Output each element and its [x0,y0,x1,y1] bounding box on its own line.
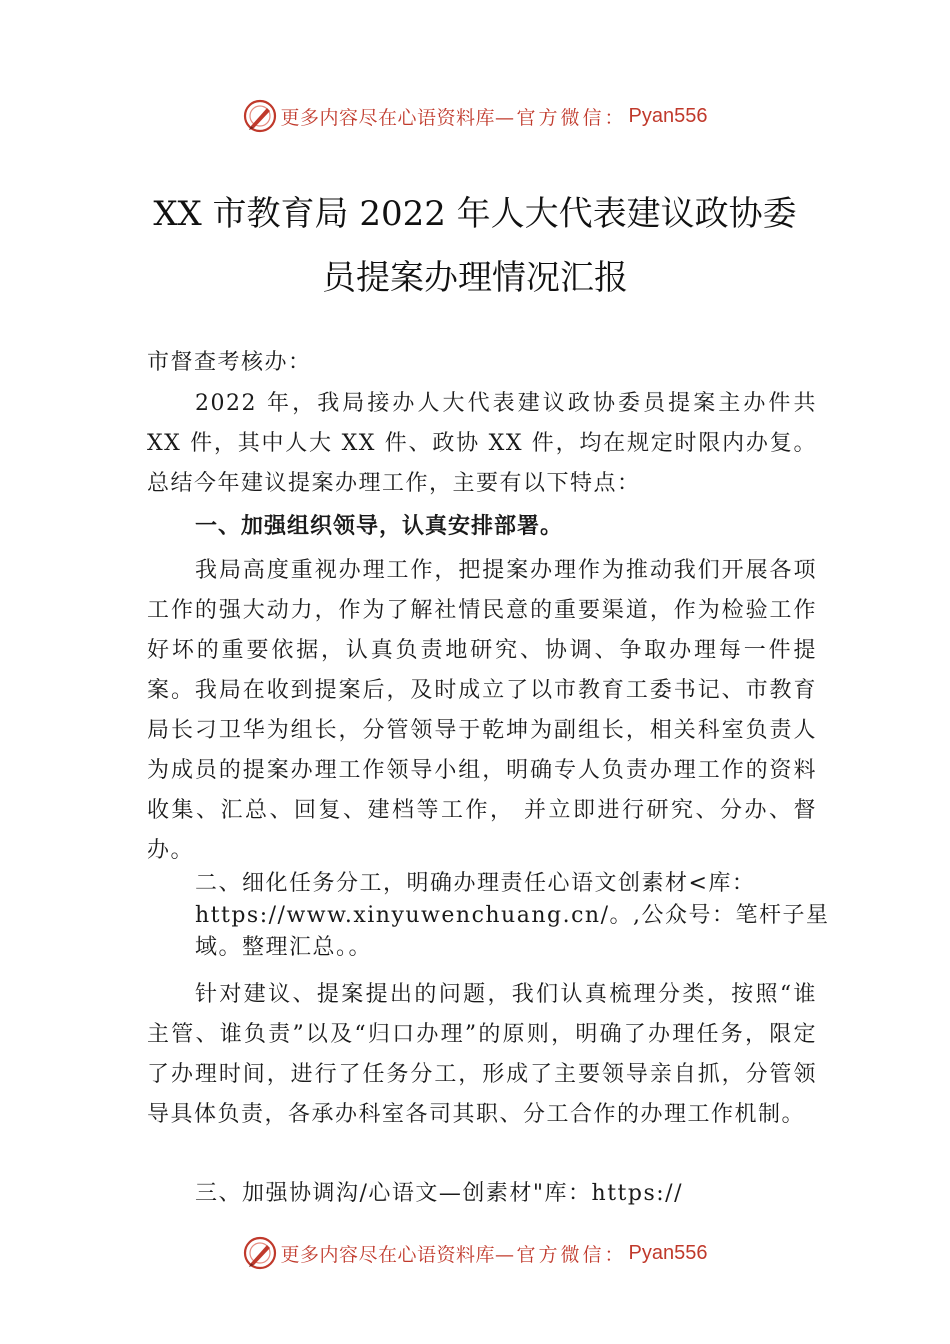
pen-logo-icon [243,99,277,133]
title-line-2: 员提案办理情况汇报 [322,258,628,298]
banner-wechat-id: Pyan556 [628,104,708,127]
salutation: 市督查考核办： [147,350,312,375]
paragraph-section-1: 我局高度重视办理工作，把提案办理作为推动我们开展各项工作的强大动力，作为了解社情民意的重要渠道，作为检验工作好坏的重要依据，认真负责地研究、协调、争取办理每一件提案。我局在收到提案后，及时成立了以市教育工委书记、市教育局长刁卫华为组长，分管领导于乾坤为副组长，相关科室负责人为成员的提案办理工作领导小组，明确专人负责办理工作的资料收集、汇总、回复、建档等工作， 并立即进行研究、分办、督办。 [147,558,817,863]
section-heading-2: 二、细化任务分工，明确办理责任心语文创素材<库：https://www.xinyuwenchuang.cn/。,公众号：笔杆子星域。整理汇总。。 [195,871,830,960]
section-heading-3: 三、加强协调沟/心语文—创素材"库：https:// [195,1181,683,1206]
footer-banner [0,1233,950,1273]
header-banner [0,96,950,136]
banner-text: 更多内容尽在心语资料库— [280,106,515,129]
paragraph-section-2: 针对建议、提案提出的问题，我们认真梳理分类，按照“谁主管、谁负责”以及“归口办理”的原则，明确了办理任务，限定了办理时间，进行了任务分工，形成了主要领导亲自抓，分管领导具体负责，各承办科室各司其职、分工合作的办理工作机制。 [147,982,817,1127]
title-line-1: XX 市教育局 2022 年人大代表建议政协委 [153,194,797,234]
paragraph-intro: 2022 年，我局接办人大代表建议政协委员提案主办件共 XX 件，其中人大 XX 件、政协 XX 件，均在规定时限内办复。总结今年建议提案办理工作，主要有以下特点： [147,391,817,496]
banner-wechat-label: 官方微信： [516,106,627,129]
banner-wechat-id: Pyan556 [628,1241,708,1264]
document-title [100,182,850,310]
pen-logo-icon [243,1236,277,1270]
banner-wechat-label: 官方微信： [516,1243,627,1266]
banner-text: 更多内容尽在心语资料库— [280,1243,515,1266]
section-heading-1: 一、加强组织领导，认真安排部署。 [195,514,564,539]
